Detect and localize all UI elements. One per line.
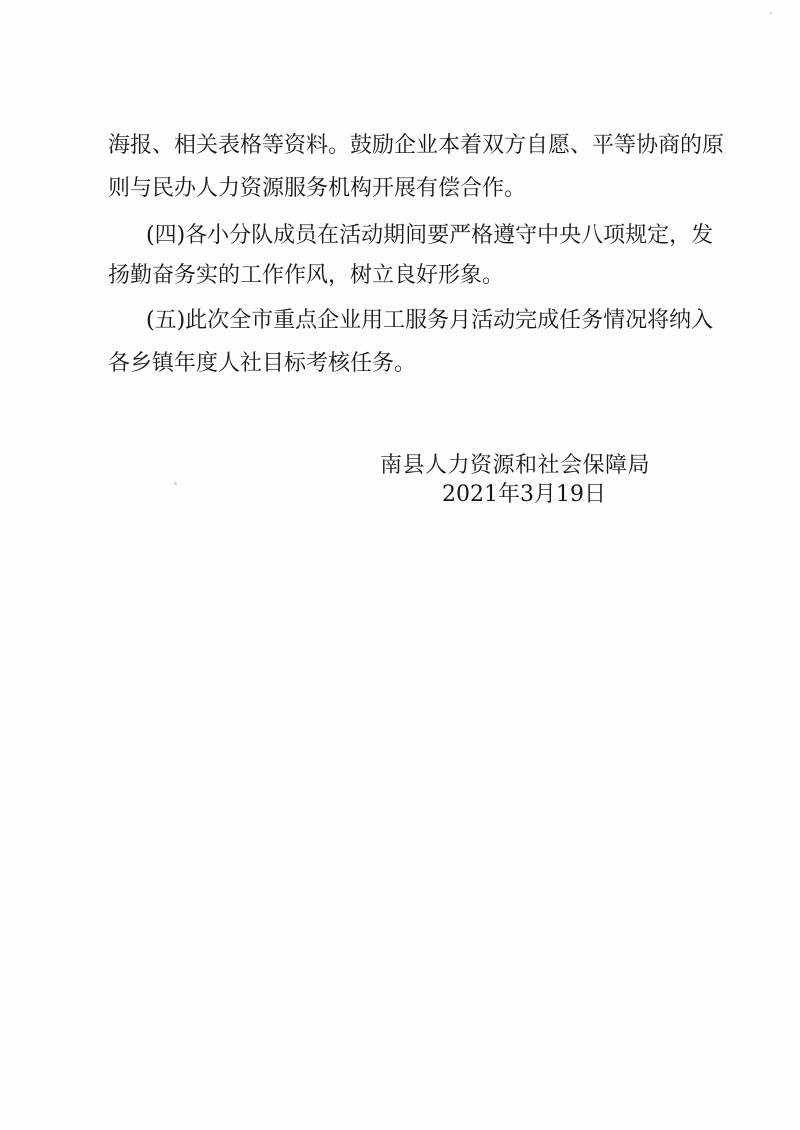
scan-speck [174,482,177,485]
item-4-line: 扬勤奋务实的工作作风，树立良好形象。 [108,263,505,288]
item-5-line: 各乡镇年度人社目标考核任务。 [108,351,417,376]
item-4-line: (四)各小分队成员在活动期间要严格遵守中央八项规定，发 [146,223,714,248]
item-5-line: (五)此次全市重点企业用工服务月活动完成任务情况将纳入 [146,308,714,333]
scan-speck [770,12,772,14]
paragraph-line: 海报、相关表格等资料。鼓励企业本着双方自愿、平等协商的原 [108,133,725,158]
signature-organization: 南县人力资源和社会保障局 [380,453,651,478]
paragraph-line: 则与民办人力资源服务机构开展有偿合作。 [108,176,527,201]
signature-date: 2021年3月19日 [442,482,606,507]
